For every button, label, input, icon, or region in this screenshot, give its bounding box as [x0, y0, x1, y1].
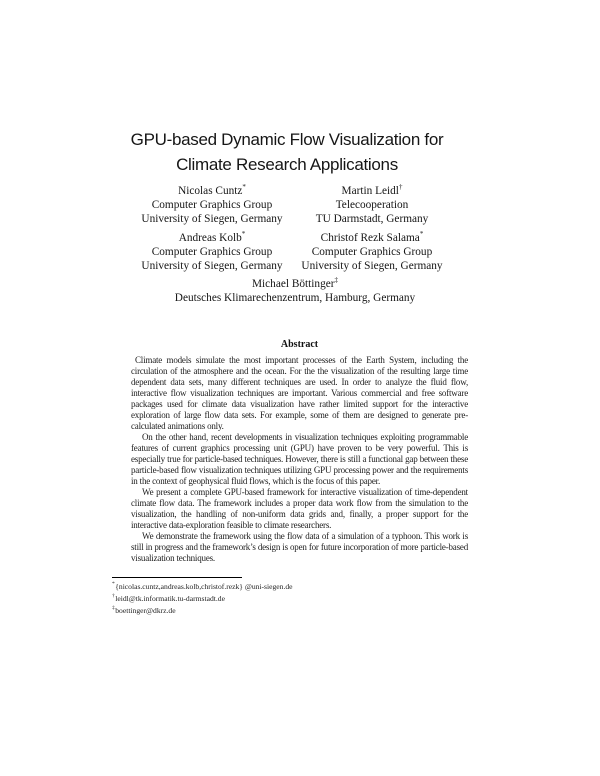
author-affiliation: Computer Graphics Group	[311, 246, 433, 258]
author-affiliation: Computer Graphics Group	[151, 246, 273, 258]
author-affiliation: University of Siegen, Germany	[141, 260, 283, 272]
author-name-text: Martin Leidl	[341, 185, 399, 197]
author-footnote-marker: *	[242, 183, 246, 192]
author-block-boettinger	[0, 277, 590, 305]
author-name-text: Nicolas Cuntz	[178, 185, 243, 197]
footnote-text: leidl@tk.informatik.tu-darmstadt.de	[115, 593, 225, 603]
author-name	[252, 184, 492, 198]
title-line-1: GPU-based Dynamic Flow Visualization for	[130, 130, 444, 149]
author-affiliation: Deutsches Klimarechenzentrum, Hamburg, Germany	[174, 292, 416, 304]
title-line-2: Climate Research Applications	[176, 154, 398, 174]
abstract-paragraph: On the other hand, recent developments in visualization techniques exploiting programmable features of current graphics processing unit (GPU) have proven to be very powerful. This is especially true for particle-based techniques. However, there is still a functional gap between these particle-based flow visualization techniques utilizing GPU processing power and the requirements in the context of geophysical fluid flows, which is the focus of this paper.	[131, 432, 468, 486]
author-name-text: Andreas Kolb	[178, 232, 242, 244]
abstract-paragraph: We present a complete GPU-based framework for interactive visualization of time-dependent climate flow data. The framework includes a proper data work flow from the simulation to the visualization, the handling of non-uniform data grids and, finally, a proper support for the interactive data-exploration feasible to climate researchers.	[131, 487, 468, 530]
author-footnote-marker: ‡	[334, 276, 338, 285]
author-block-leidl	[252, 184, 492, 226]
author-affiliation: University of Siegen, Germany	[301, 260, 443, 272]
author-footnote-marker: †	[398, 183, 403, 192]
page-title	[0, 128, 574, 177]
abstract-heading: Abstract	[280, 339, 319, 350]
author-footnote-marker: *	[419, 230, 424, 239]
footnote-item	[112, 605, 482, 617]
footnote-marker: ‡	[112, 605, 115, 612]
footnote-marker: *	[112, 581, 115, 588]
footnote-rule	[112, 577, 242, 578]
footnotes-block	[112, 581, 482, 616]
footnote-item	[112, 593, 482, 605]
abstract-paragraph: Climate models simulate the most important processes of the Earth System, including the circulation of the atmosphere and the ocean. For the the visualization of the resulting large time dependent data sets, many different techniques are used. In order to analyze the fluid flow, interactive flow visualization techniques are important. Various commercial and free software packages used for climate data visualization have rather limited support for the interactive exploration of large flow data sets. For example, some of them are designed to generate pre-calculated animations only.	[131, 355, 468, 431]
abstract-paragraph: We demonstrate the framework using the flow data of a simulation of a typhoon. This work is still in progress and the framework’s design is open for future incorporation of more particle-based visualization techniques.	[131, 531, 468, 563]
author-name	[0, 277, 590, 291]
author-affiliation: Computer Graphics Group	[151, 199, 273, 211]
author-name-text: Michael Böttinger	[251, 278, 335, 290]
abstract-body	[131, 355, 468, 564]
footnote-text: boettinger@dkrz.de	[115, 605, 176, 615]
footnote-marker: †	[112, 593, 115, 600]
footnote-item	[112, 581, 482, 593]
author-block-salama	[252, 231, 492, 273]
author-footnote-marker: *	[241, 230, 246, 239]
author-affiliation: University of Siegen, Germany	[141, 213, 283, 225]
author-affiliation: Telecooperation	[335, 199, 409, 211]
footnote-text: {nicolas.cuntz,andreas.kolb,christof.rezk} @uni-siegen.de	[115, 582, 293, 591]
author-name-text: Christof Rezk Salama	[320, 232, 420, 244]
author-affiliation: TU Darmstadt, Germany	[315, 213, 429, 225]
author-name	[252, 231, 492, 245]
